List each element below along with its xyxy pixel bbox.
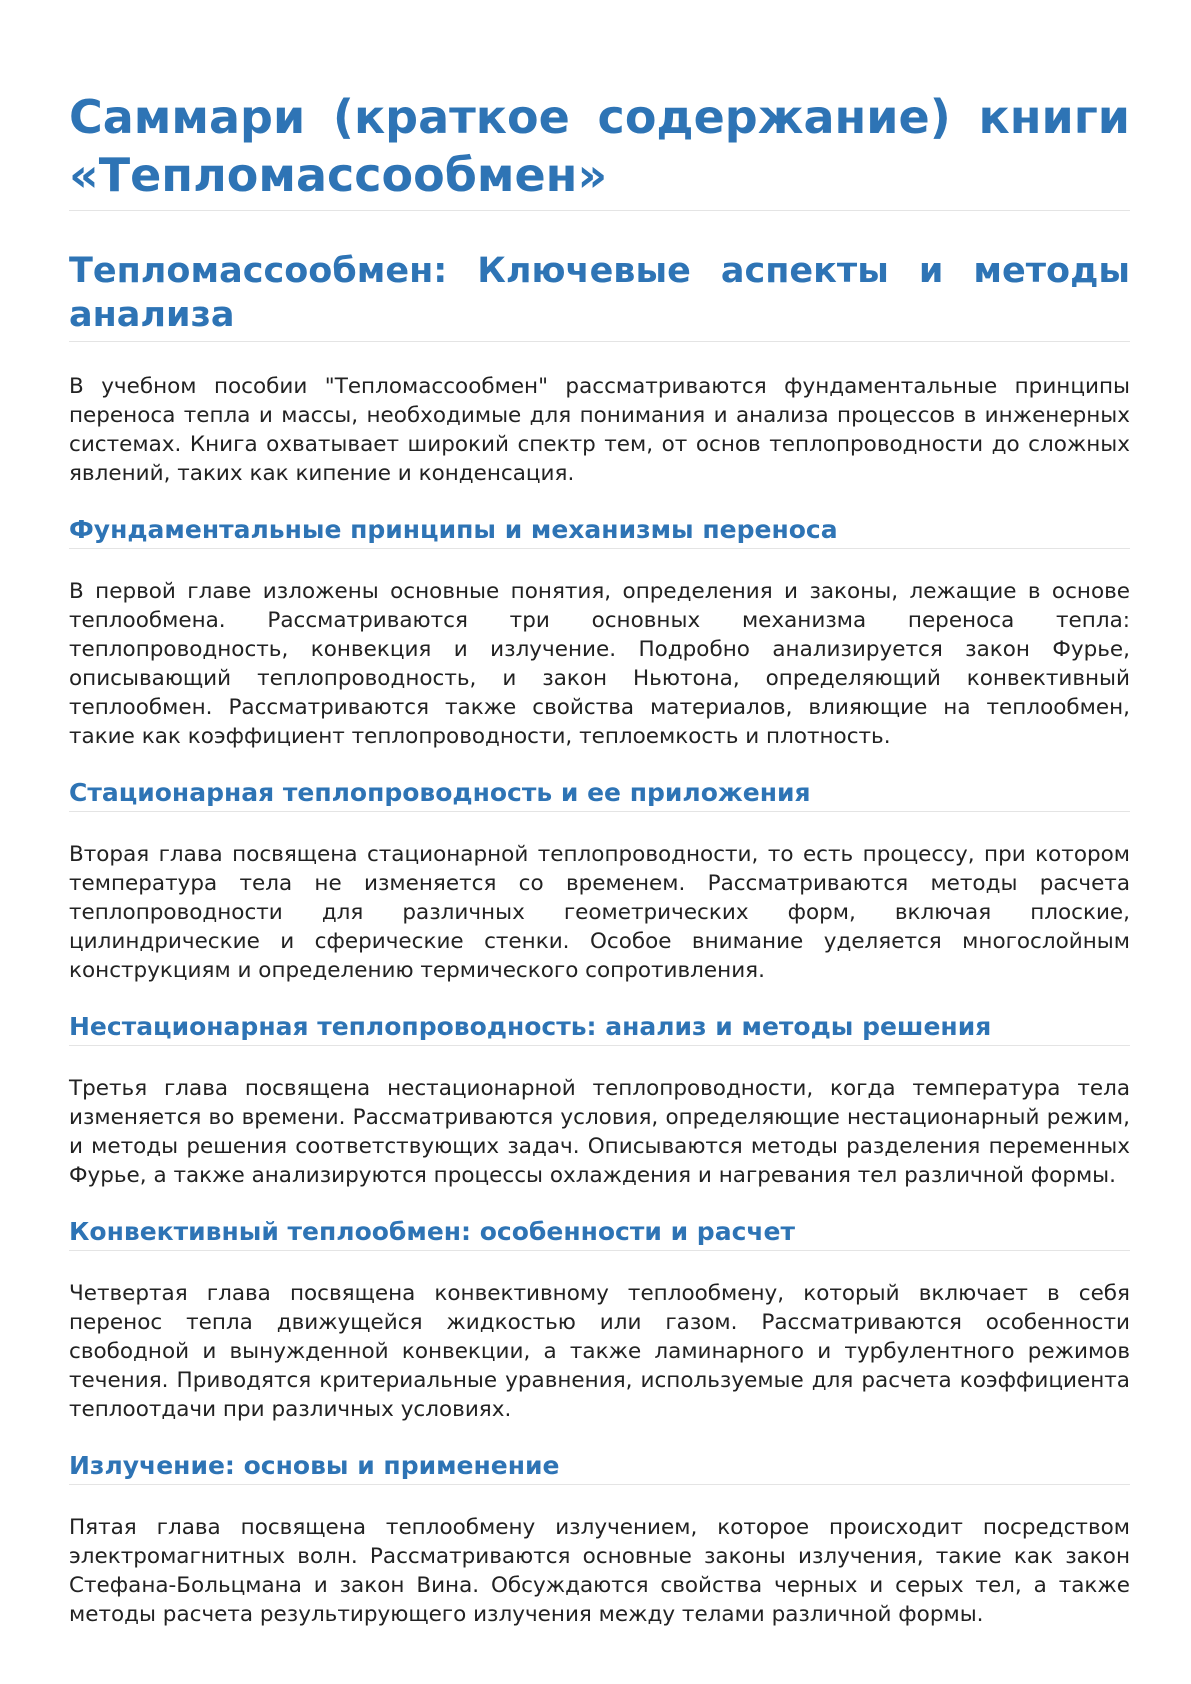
section-text-radiation: Пятая глава посвящена теплообмену излучением, которое происходит посредством электромагнитных волн. Рассматриваются основные законы излучения, такие как закон Стефана-Больцмана и закон Вина. Обсуждаются свойства черных и серых тел, а также методы расчета результирующего излучения между телами различной формы. bbox=[69, 1515, 1130, 1627]
section-heading-convection: Конвективный теплообмен: особенности и расчет bbox=[69, 1216, 1130, 1251]
document-subtitle: Тепломассообмен: Ключевые аспекты и методы анализа bbox=[69, 249, 1130, 342]
section-text-fundamentals: В первой главе изложены основные понятия, определения и законы, лежащие в основе теплообмена. Рассматриваются три основных механизма переноса тепла: теплопроводность, конвекция и излучение. Подробно анализируется закон Фурье, описывающий теплопроводность, и закон Ньютона, определяющий конвективный теплообмен. Рассматриваются также свойства материалов, влияющие на теплообмен, такие как коэффициент теплопроводности, теплоемкость и плотность. bbox=[69, 579, 1130, 749]
document-title: Саммари (краткое содержание) книги «Тепломассообмен» bbox=[69, 88, 1130, 211]
section-heading-transient-conduction: Нестационарная теплопроводность: анализ и методы решения bbox=[69, 1011, 1130, 1046]
section-heading-fundamentals: Фундаментальные принципы и механизмы переноса bbox=[69, 514, 1130, 549]
intro-paragraph: В учебном пособии "Тепломассообмен" рассматриваются фундаментальные принципы переноса тепла и массы, необходимые для понимания и анализа процессов в инженерных системах. Книга охватывает широкий спектр тем, от основ теплопроводности до сложных явлений, таких как кипение и конденсация. bbox=[69, 374, 1130, 486]
section-heading-radiation: Излучение: основы и применение bbox=[69, 1450, 1130, 1485]
section-heading-steady-conduction: Стационарная теплопроводность и ее приложения bbox=[69, 777, 1130, 812]
section-text-transient-conduction: Третья глава посвящена нестационарной теплопроводности, когда температура тела изменяется во времени. Рассматриваются условия, определяющие нестационарный режим, и методы решения соответствующих задач. Описываются методы разделения переменных Фурье, а также анализируются процессы охлаждения и нагревания тел различной формы. bbox=[69, 1076, 1130, 1188]
section-text-convection: Четвертая глава посвящена конвективному теплообмену, который включает в себя перенос тепла движущейся жидкостью или газом. Рассматриваются особенности свободной и вынужденной конвекции, а также ламинарного и турбулентного режимов течения. Приводятся критериальные уравнения, используемые для расчета коэффициента теплоотдачи при различных условиях. bbox=[69, 1281, 1130, 1422]
section-text-steady-conduction: Вторая глава посвящена стационарной теплопроводности, то есть процессу, при котором температура тела не изменяется со временем. Рассматриваются методы расчета теплопроводности для различных геометрических форм, включая плоские, цилиндрические и сферические стенки. Особое внимание уделяется многослойным конструкциям и определению термического сопротивления. bbox=[69, 842, 1130, 983]
